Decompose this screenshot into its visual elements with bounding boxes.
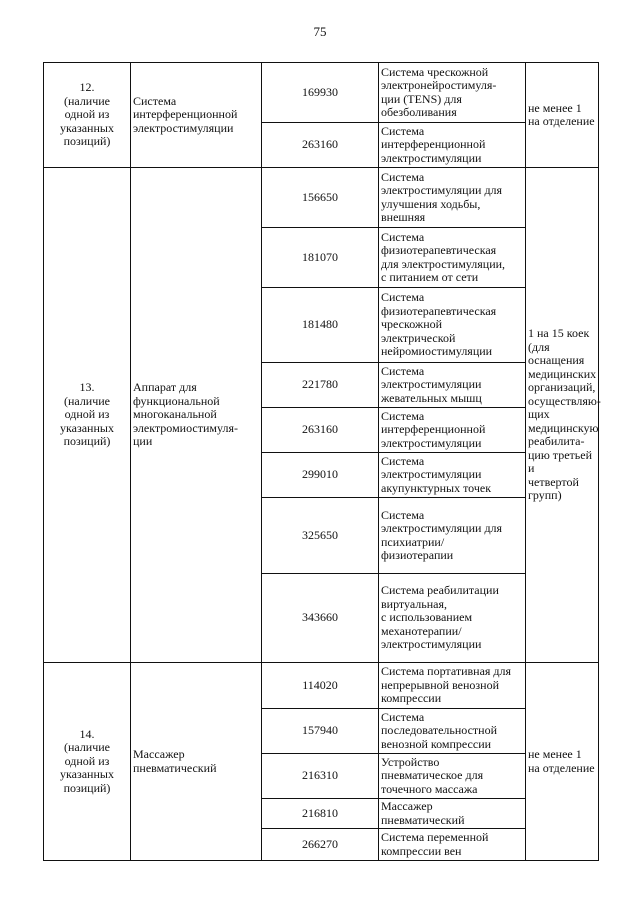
quantity-cell: не менее 1 на отделение xyxy=(526,663,599,861)
equipment-table xyxy=(43,62,599,861)
table-row xyxy=(44,663,599,709)
code-cell: 169930 xyxy=(262,63,379,123)
code-cell: 157940 xyxy=(262,709,379,754)
group-number-cell: 14. (наличие одной из указанных позиций) xyxy=(44,663,131,861)
group-name-cell: Аппарат для функциональной многоканальной электромиостимуля- ции xyxy=(131,168,262,663)
code-cell: 216310 xyxy=(262,754,379,799)
code-cell: 156650 xyxy=(262,168,379,228)
quantity-cell: не менее 1 на отделение xyxy=(526,63,599,168)
page-number: 75 xyxy=(313,24,327,39)
device-name-cell: Система электростимуляции акупунктурных точек xyxy=(379,453,526,498)
code-cell: 114020 xyxy=(262,663,379,709)
device-name-cell: Система физиотерапевтическая для электростимуляции, с питанием от сети xyxy=(379,228,526,288)
table-row xyxy=(44,168,599,228)
device-name-cell: Массажер пневматический xyxy=(379,799,526,829)
code-cell: 216810 xyxy=(262,799,379,829)
device-name-cell: Система интерференционной электростимуляции xyxy=(379,408,526,453)
group-name-cell: Система интерференционной электростимуляции xyxy=(131,63,262,168)
table-row xyxy=(44,63,599,123)
code-cell: 181480 xyxy=(262,288,379,363)
device-name-cell: Система последовательностной венозной компрессии xyxy=(379,709,526,754)
device-name-cell: Система электростимуляции жевательных мышц xyxy=(379,363,526,408)
group-number-cell: 13. (наличие одной из указанных позиций) xyxy=(44,168,131,663)
device-name-cell: Система электростимуляции для психиатрии/ физиотерапии xyxy=(379,498,526,574)
device-name-cell: Система физиотерапевтическая чрескожной электрической нейромиостимуляции xyxy=(379,288,526,363)
code-cell: 343660 xyxy=(262,574,379,663)
code-cell: 221780 xyxy=(262,363,379,408)
device-name-cell: Система интерференционной электростимуляции xyxy=(379,123,526,168)
device-name-cell: Система портативная для непрерывной венозной компрессии xyxy=(379,663,526,709)
code-cell: 266270 xyxy=(262,829,379,861)
group-number-cell: 12. (наличие одной из указанных позиций) xyxy=(44,63,131,168)
code-cell: 263160 xyxy=(262,408,379,453)
code-cell: 299010 xyxy=(262,453,379,498)
code-cell: 181070 xyxy=(262,228,379,288)
code-cell: 325650 xyxy=(262,498,379,574)
device-name-cell: Система чрескожной электронейростимуля- ции (TENS) для обезболивания xyxy=(379,63,526,123)
device-name-cell: Система электростимуляции для улучшения ходьбы, внешняя xyxy=(379,168,526,228)
device-name-cell: Система переменной компрессии вен xyxy=(379,829,526,861)
device-name-cell: Система реабилитации виртуальная, с использованием механотерапии/ электростимуляции xyxy=(379,574,526,663)
code-cell: 263160 xyxy=(262,123,379,168)
group-name-cell: Массажер пневматический xyxy=(131,663,262,861)
device-name-cell: Устройство пневматическое для точечного массажа xyxy=(379,754,526,799)
quantity-cell: 1 на 15 коек (для оснащения медицинских организаций, осуществляю- щих медицинскую реабилита- цию третьей и четвертой групп) xyxy=(526,168,599,663)
